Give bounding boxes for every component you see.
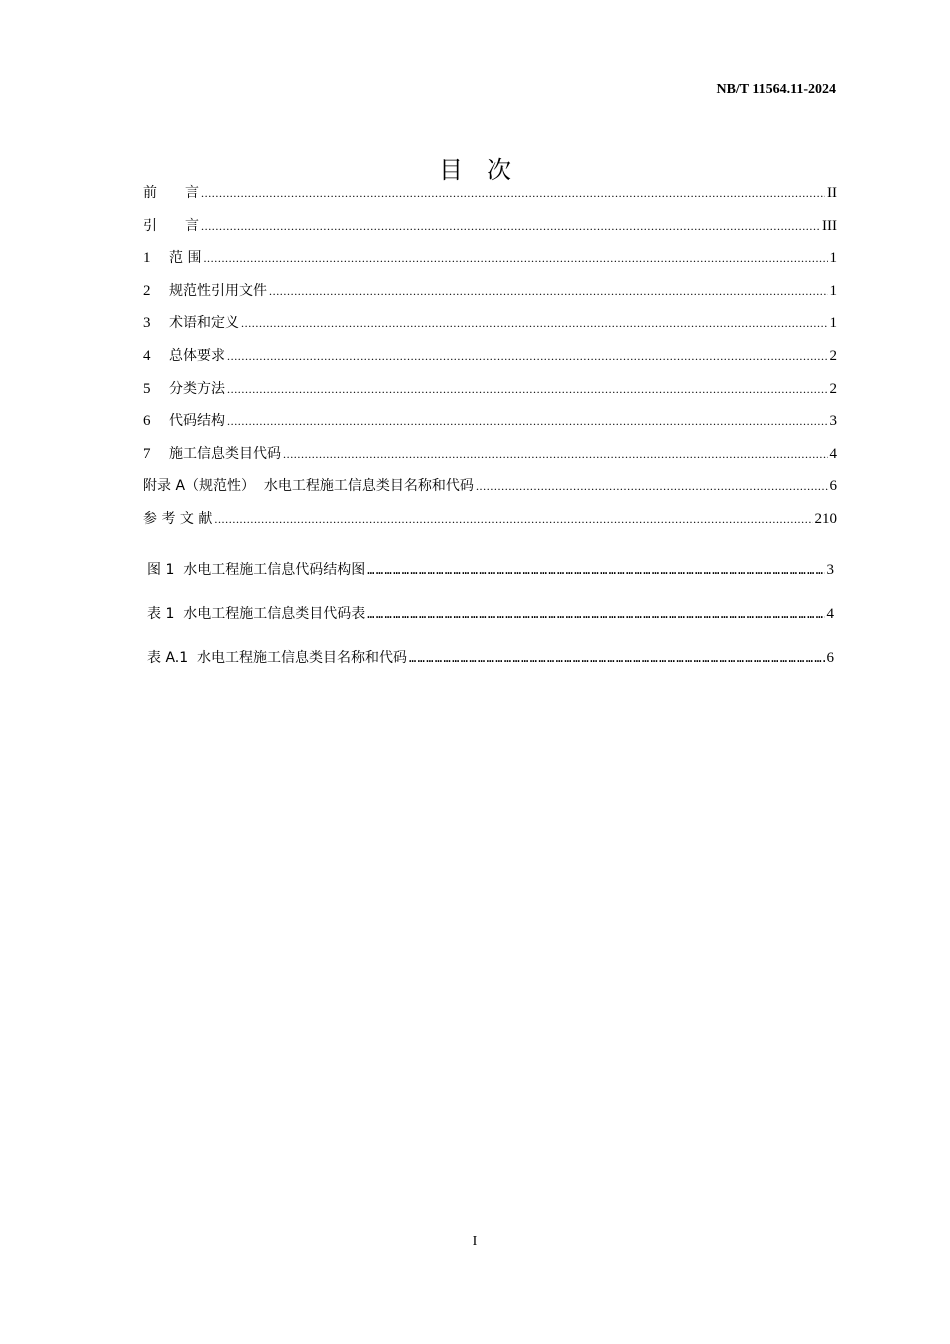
toc-entry-label: 代码结构: [169, 413, 225, 430]
toc-entry-page: 6: [829, 478, 837, 495]
toc-entry-page: 2: [829, 347, 837, 364]
toc-leader-dots: [476, 473, 828, 499]
toc-entry-bibliography[interactable]: [143, 506, 837, 539]
toc-leader-dots: [227, 408, 828, 434]
toc-entry-number: 6: [143, 413, 151, 430]
toc-entry-appendix-a[interactable]: [143, 473, 837, 506]
toc-entry-page: 1: [829, 315, 837, 332]
toc-leader-dots: [227, 343, 828, 369]
toc-entry-classification-method[interactable]: [143, 376, 837, 409]
toc-entry-page: II: [827, 185, 837, 201]
toc-entry-category-codes[interactable]: [143, 441, 837, 474]
toc-entry-page: 210: [814, 510, 837, 527]
toc-leader-dots: [269, 278, 828, 304]
toc-leader-dots: [201, 213, 820, 239]
toc-entry-terms-definitions[interactable]: [143, 310, 837, 343]
toc-list: [143, 180, 837, 539]
figure-leader-dots: [367, 557, 824, 583]
toc-entry-number: 4: [143, 347, 151, 364]
figure-entry-page: 3: [826, 562, 834, 578]
table-entry-label: 表 A.1 水电工程施工信息类目名称和代码: [147, 650, 408, 666]
toc-leader-dots: [214, 506, 812, 532]
toc-leader-dots: [227, 376, 828, 402]
figure-entry-label: 图 1 水电工程施工信息代码结构图: [147, 562, 366, 578]
toc-leader-dots: [203, 245, 827, 271]
toc-entry-page: 2: [829, 380, 837, 397]
toc-entry-label: 附录 A（规范性） 水电工程施工信息类目名称和代码: [143, 478, 474, 495]
toc-entry-label: 总体要求: [169, 347, 225, 364]
toc-leader-dots: [283, 441, 828, 467]
toc-entry-page: 3: [829, 413, 837, 430]
table-leader-dots: [367, 601, 824, 627]
toc-entry-label: 施工信息类目代码: [169, 445, 281, 462]
toc-entry-code-structure[interactable]: [143, 408, 837, 441]
figure-entry-1[interactable]: [147, 557, 834, 601]
toc-entry-introduction[interactable]: [143, 213, 837, 246]
toc-leader-dots: [241, 310, 828, 336]
table-entry-1[interactable]: [147, 601, 834, 645]
toc-entry-page: 1: [829, 250, 837, 267]
page-number: I: [472, 1234, 478, 1249]
toc-entry-page: 1: [829, 282, 837, 299]
toc-entry-foreword[interactable]: [143, 180, 837, 213]
toc-entry-scope[interactable]: [143, 245, 837, 278]
toc-entry-number: 5: [143, 380, 151, 397]
table-leader-dots: [409, 645, 824, 671]
table-entry-page: 4: [826, 606, 834, 622]
toc-entry-normative-references[interactable]: [143, 278, 837, 311]
toc-entry-number: 7: [143, 445, 151, 462]
figures-tables-list: [147, 557, 834, 689]
table-entry-label: 表 1 水电工程施工信息类目代码表: [147, 606, 366, 622]
toc-entry-label: 分类方法: [169, 380, 225, 397]
toc-entry-label: 引 言: [143, 217, 199, 234]
toc-entry-label: 前 言: [143, 185, 199, 201]
toc-entry-label: 范 围: [169, 250, 202, 267]
toc-entry-page: 4: [829, 445, 837, 462]
toc-leader-dots: [201, 180, 825, 206]
toc-entry-general-requirements[interactable]: [143, 343, 837, 376]
toc-entry-number: 1: [143, 250, 151, 267]
page-title-part2: 次: [487, 156, 511, 184]
toc-entry-number: 2: [143, 282, 151, 299]
toc-entry-label: 规范性引用文件: [169, 282, 267, 299]
table-entry-page: 6: [826, 650, 834, 666]
toc-entry-label: 术语和定义: [169, 315, 239, 332]
toc-entry-label: 参 考 文 献: [143, 510, 213, 527]
standard-code: NB/T 11564.11-2024: [716, 82, 836, 97]
page-title-part1: 目: [439, 156, 463, 184]
toc-entry-page: III: [822, 217, 837, 234]
toc-entry-number: 3: [143, 315, 151, 332]
table-entry-a1[interactable]: [147, 645, 834, 689]
